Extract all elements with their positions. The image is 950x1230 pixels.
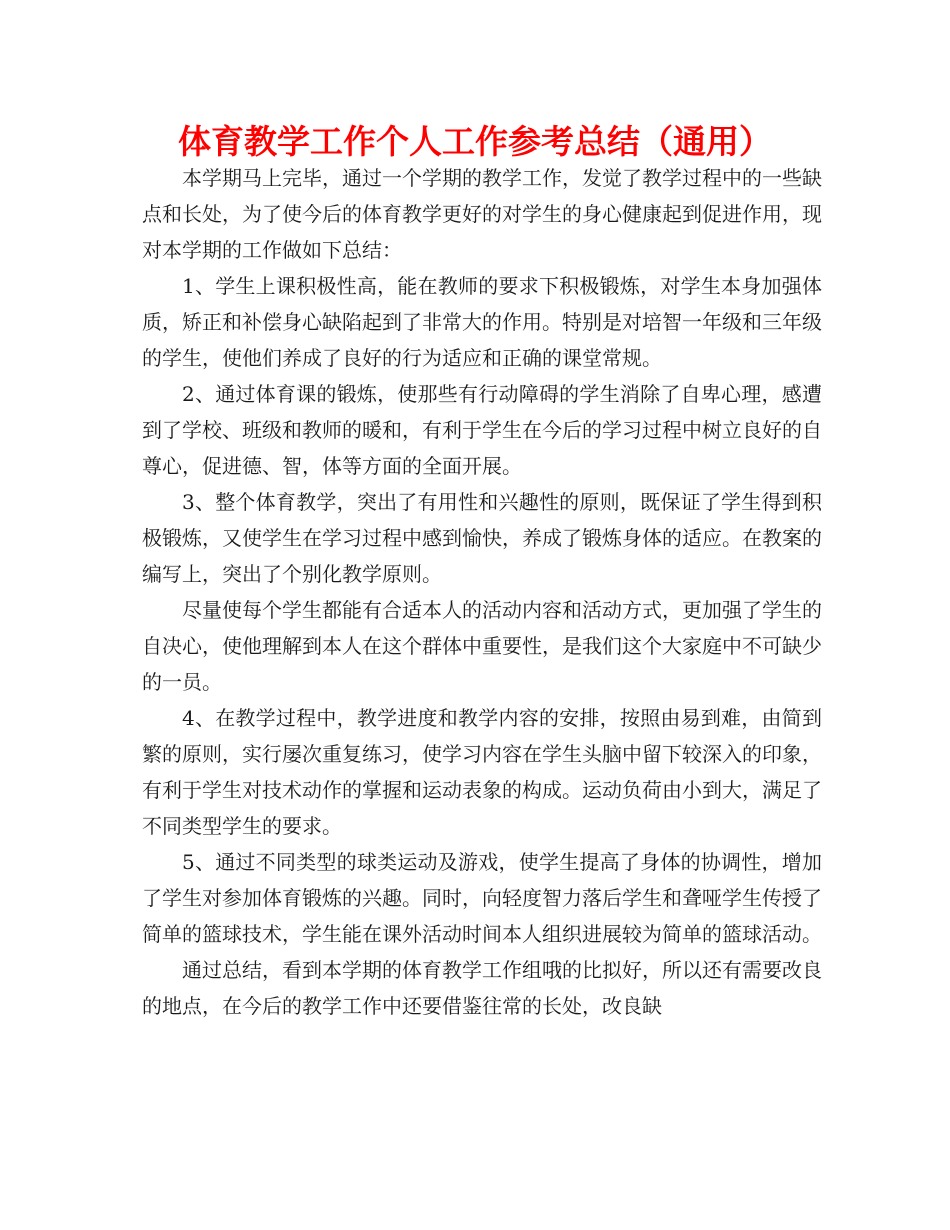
paragraph-point-2: 2、通过体育课的锻炼，使那些有行动障碍的学生消除了自卑心理，感遭到了学校、班级和教师的暖和，有利于学生在今后的学习过程中树立良好的自尊心，促进德、智，体等方面的全面开展。 — [142, 382, 822, 478]
paragraph-intro: 本学期马上完毕，通过一个学期的教学工作，发觉了教学过程中的一些缺点和长处，为了使今后的体育教学更好的对学生的身心健康起到促进作用，现对本学期的工作做如下总结： — [142, 166, 822, 262]
paragraph-point-5: 5、通过不同类型的球类运动及游戏，使学生提高了身体的协调性，增加了学生对参加体育锻炼的兴趣。同时，向轻度智力落后学生和聋哑学生传授了简单的篮球技术，学生能在课外活动时间本人组织进展较为简单的篮球活动。 — [142, 850, 822, 946]
document-title: 体育教学工作个人工作参考总结（通用） — [178, 122, 772, 161]
paragraph-conclusion: 通过总结，看到本学期的体育教学工作组哦的比拟好，所以还有需要改良的地点，在今后的教学工作中还要借鉴往常的长处，改良缺 — [142, 958, 822, 1018]
paragraph-point-3-continued: 尽量使每个学生都能有合适本人的活动内容和活动方式，更加强了学生的自决心，使他理解到本人在这个群体中重要性，是我们这个大家庭中不可缺少的一员。 — [142, 598, 822, 694]
document-body — [142, 160, 822, 1024]
paragraph-point-3: 3、整个体育教学，突出了有用性和兴趣性的原则，既保证了学生得到积极锻炼，又使学生在学习过程中感到愉快，养成了锻炼身体的适应。在教案的编写上，突出了个别化教学原则。 — [142, 490, 822, 586]
paragraph-point-1: 1、学生上课积极性高，能在教师的要求下积极锻炼，对学生本身加强体质，矫正和补偿身心缺陷起到了非常大的作用。特别是对培智一年级和三年级的学生，使他们养成了良好的行为适应和正确的课堂常规。 — [142, 274, 822, 370]
paragraph-point-4: 4、在教学过程中，教学进度和教学内容的安排，按照由易到难，由简到繁的原则，实行屡次重复练习，使学习内容在学生头脑中留下较深入的印象，有利于学生对技术动作的掌握和运动表象的构成。运动负荷由小到大，满足了不同类型学生的要求。 — [142, 706, 822, 838]
